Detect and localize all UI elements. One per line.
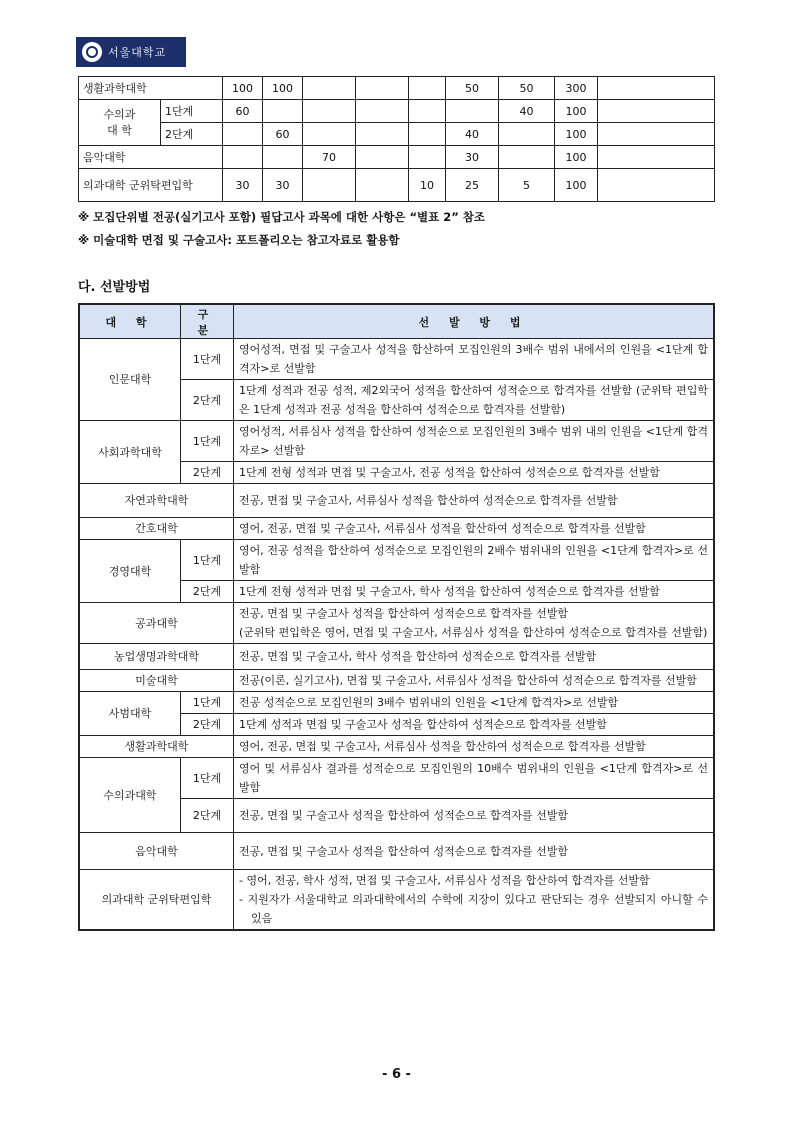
- value-cell: [303, 123, 356, 146]
- unit-cell: 사회과학대학: [79, 421, 181, 484]
- method-cell: 전공, 면접 및 구술고사 성적을 합산하여 성적순으로 합격자를 선발함: [234, 833, 715, 870]
- value-cell: [499, 146, 555, 169]
- method-cell: 전공, 면접 및 구술고사, 학사 성적을 합산하여 성적순으로 합격자를 선발함: [234, 644, 715, 670]
- method-cell: 전공 성적순으로 모집인원의 3배수 범위내의 인원을 <1단계 합격자>로 선발함: [234, 692, 715, 714]
- header-method: 선 발 방 법: [234, 304, 715, 339]
- unit-cell: 간호대학: [79, 518, 234, 540]
- table-row: [79, 644, 714, 670]
- empty-cell: [598, 169, 715, 202]
- table-row: [79, 339, 714, 380]
- unit-cell: 자연과학대학: [79, 484, 234, 518]
- value-cell: 30: [223, 169, 263, 202]
- unit-cell: 농업생명과학대학: [79, 644, 234, 670]
- unit-cell: 의과대학 군위탁편입학: [79, 169, 223, 202]
- value-cell: [356, 146, 409, 169]
- value-cell: [223, 123, 263, 146]
- value-cell: [409, 100, 446, 123]
- method-cell: 전공(이론, 실기고사), 면접 및 구술고사, 서류심사 성적을 합산하여 성적순으로 합격자를 선발함: [234, 670, 715, 692]
- stage-cell: 2단계: [181, 799, 234, 833]
- value-cell: 50: [499, 77, 555, 100]
- unit-cell: 수의과 대 학: [79, 100, 161, 146]
- note-fine-arts-portfolio: ※ 미술대학 면접 및 구술고사: 포트폴리오는 참고자료로 활용함: [78, 233, 400, 247]
- section-title: 다. 선발방법: [78, 280, 151, 295]
- selection-method-table: [78, 303, 715, 931]
- method-cell: 전공, 면접 및 구술고사 성적을 합산하여 성적순으로 합격자를 선발함: [234, 799, 715, 833]
- empty-cell: [598, 77, 715, 100]
- table-row: [79, 758, 714, 799]
- value-cell: [303, 169, 356, 202]
- table-row: [79, 603, 714, 644]
- unit-cell: 미술대학: [79, 670, 234, 692]
- unit-cell: 음악대학: [79, 146, 223, 169]
- empty-cell: [598, 146, 715, 169]
- value-cell: 70: [303, 146, 356, 169]
- value-cell: [499, 123, 555, 146]
- value-cell: [263, 100, 303, 123]
- page-number: - 6 -: [382, 1067, 411, 1082]
- value-cell: 25: [446, 169, 499, 202]
- value-cell: 100: [223, 77, 263, 100]
- logo-text: 서울대학교: [108, 46, 167, 59]
- unit-cell: 생활과학대학: [79, 736, 234, 758]
- value-cell: [356, 77, 409, 100]
- method-cell: 영어, 전공, 면접 및 구술고사, 서류심사 성적을 합산하여 성적순으로 합격자를 선발함: [234, 518, 715, 540]
- value-cell: 10: [409, 169, 446, 202]
- method-cell: 전공, 면접 및 구술고사, 서류심사 성적을 합산하여 성적순으로 합격자를 선발함: [234, 484, 715, 518]
- stage-cell: 1단계: [181, 339, 234, 380]
- unit-cell: 음악대학: [79, 833, 234, 870]
- value-cell: 30: [263, 169, 303, 202]
- value-cell: [303, 77, 356, 100]
- unit-cell: 공과대학: [79, 603, 234, 644]
- value-cell: [303, 100, 356, 123]
- table-row: [79, 77, 715, 100]
- value-cell: 40: [499, 100, 555, 123]
- university-seal-icon: [82, 42, 102, 62]
- stage-cell: 2단계: [181, 714, 234, 736]
- value-cell: [409, 146, 446, 169]
- unit-cell: 의과대학 군위탁편입학: [79, 870, 234, 931]
- table-row: [79, 484, 714, 518]
- unit-cell: 인문대학: [79, 339, 181, 421]
- header-stage: 구 분: [181, 304, 234, 339]
- table-row: [79, 870, 714, 931]
- value-cell: 60: [263, 123, 303, 146]
- quota-table: [78, 76, 715, 202]
- value-cell: [409, 77, 446, 100]
- value-cell: [409, 123, 446, 146]
- method-cell: 1단계 전형 성적과 면접 및 구술고사, 전공 성적을 합산하여 성적순으로 합격자를 선발함: [234, 462, 715, 484]
- value-cell: 30: [446, 146, 499, 169]
- stage-cell: 1단계: [181, 421, 234, 462]
- method-cell: 영어, 전공, 면접 및 구술고사, 서류심사 성적을 합산하여 성적순으로 합격자를 선발함: [234, 736, 715, 758]
- header-unit: 대 학: [79, 304, 181, 339]
- note-exam-subjects: ※ 모집단위별 전공(실기고사 포함) 필답고사 과목에 대한 사항은 “별표 2” 참조: [78, 210, 486, 224]
- value-cell: 40: [446, 123, 499, 146]
- value-cell: [356, 169, 409, 202]
- unit-cell: 경영대학: [79, 540, 181, 603]
- value-cell: [263, 146, 303, 169]
- method-cell: 영어, 전공 성적을 합산하여 성적순으로 모집인원의 2배수 범위내의 인원을 <1단계 합격자>로 선발함: [234, 540, 715, 581]
- method-cell: [234, 603, 715, 644]
- value-cell: 100: [555, 100, 598, 123]
- method-cell: 1단계 성적과 전공 성적, 제2외국어 성적을 합산하여 성적순으로 합격자를 선발함 (군위탁 편입학은 1단계 성적과 전공 성적을 합산하여 성적순으로 합격자를 선발함): [234, 380, 715, 421]
- university-logo: [76, 37, 186, 67]
- table-row: [79, 100, 715, 123]
- value-cell: [356, 123, 409, 146]
- stage-cell: 1단계: [161, 100, 223, 123]
- stage-cell: 2단계: [181, 462, 234, 484]
- value-cell: 5: [499, 169, 555, 202]
- value-cell: 60: [223, 100, 263, 123]
- stage-cell: 2단계: [161, 123, 223, 146]
- table-row: [79, 518, 714, 540]
- value-cell: [446, 100, 499, 123]
- value-cell: 100: [263, 77, 303, 100]
- stage-cell: 1단계: [181, 758, 234, 799]
- method-line: - 지원자가 서울대학교 의과대학에서의 수학에 지장이 있다고 판단되는 경우 선발되지 아니할 수 있음: [239, 893, 708, 925]
- stage-cell: 2단계: [181, 581, 234, 603]
- method-line: 전공, 면접 및 구술고사 성적을 합산하여 성적순으로 합격자를 선발함: [239, 607, 568, 620]
- method-cell: [234, 870, 715, 931]
- method-cell: 1단계 전형 성적과 면접 및 구술고사, 학사 성적을 합산하여 성적순으로 합격자를 선발함: [234, 581, 715, 603]
- stage-cell: 2단계: [181, 380, 234, 421]
- value-cell: 300: [555, 77, 598, 100]
- method-cell: 영어성적, 면접 및 구술고사 성적을 합산하여 모집인원의 3배수 범위 내에서의 인원을 <1단계 합격자>로 선발함: [234, 339, 715, 380]
- table-row: [79, 692, 714, 714]
- method-line: (군위탁 편입학은 영어, 면접 및 구술고사, 서류심사 성적을 합산하여 성적순으로 합격자를 선발함): [239, 626, 708, 639]
- stage-cell: 1단계: [181, 540, 234, 581]
- table-row: [79, 670, 714, 692]
- table-row: [79, 736, 714, 758]
- method-cell: 영어성적, 서류심사 성적을 합산하여 성적순으로 모집인원의 3배수 범위 내의 인원을 <1단계 합격자로> 선발함: [234, 421, 715, 462]
- value-cell: [223, 146, 263, 169]
- stage-cell: 1단계: [181, 692, 234, 714]
- method-cell: 영어 및 서류심사 결과를 성적순으로 모집인원의 10배수 범위내의 인원을 <1단계 합격자>로 선발함: [234, 758, 715, 799]
- unit-cell: 사범대학: [79, 692, 181, 736]
- method-cell: 1단계 성적과 면접 및 구술고사 성적을 합산하여 성적순으로 합격자를 선발함: [234, 714, 715, 736]
- value-cell: 100: [555, 169, 598, 202]
- value-cell: [356, 100, 409, 123]
- unit-cell: 생활과학대학: [79, 77, 223, 100]
- table-row: [79, 540, 714, 581]
- empty-cell: [598, 100, 715, 123]
- header-row: [79, 304, 714, 339]
- value-cell: 50: [446, 77, 499, 100]
- method-line: - 영어, 전공, 학사 성적, 면접 및 구술고사, 서류심사 성적을 합산하여 합격자를 선발함: [239, 874, 650, 887]
- empty-cell: [598, 123, 715, 146]
- table-row: [79, 833, 714, 870]
- value-cell: 100: [555, 123, 598, 146]
- table-row: [79, 169, 715, 202]
- table-row: [79, 123, 715, 146]
- value-cell: 100: [555, 146, 598, 169]
- unit-cell: 수의과대학: [79, 758, 181, 833]
- table-row: [79, 146, 715, 169]
- table-row: [79, 421, 714, 462]
